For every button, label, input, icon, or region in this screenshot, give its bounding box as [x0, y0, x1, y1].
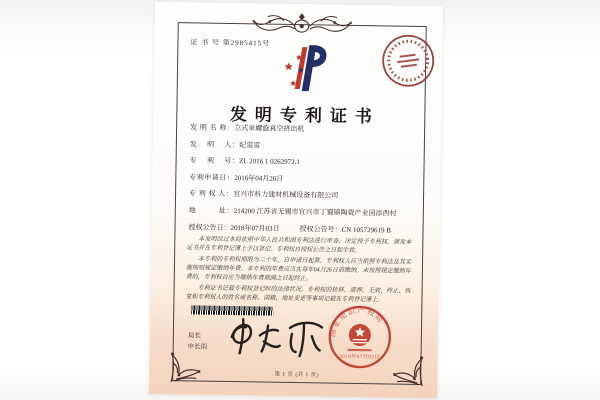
director-signature	[223, 315, 328, 365]
director-title: 局长	[187, 332, 201, 340]
field-list	[189, 124, 417, 227]
certificate-number: 证 书 号 第2985415号	[190, 38, 271, 48]
seal-date: 2018年07月03日	[339, 354, 380, 361]
legal-text	[185, 235, 411, 308]
field-inventor: 发 明 人：纪雷雷	[189, 139, 261, 149]
legal-paragraph: 本发明经过本局依照中华人民共和国专利法进行审查，决定授予专利权，颁发本证书并在专利登记簿上予以登记。专利权自授权公告之日起生效。	[186, 236, 412, 255]
seal-ring-text: 国家知识产权局	[327, 305, 386, 338]
legal-paragraph: 专利证书记载专利权登记时的法律状况。专利权的转移、质押、无效、终止、恢复和专利权人的姓名或名称、国籍、地址变更等事项记载在专利登记簿上。	[185, 285, 411, 304]
field-invention-name: 发 明 名 称：立式单螺旋真空挤出机	[190, 123, 305, 134]
field-patentee: 专 利 权 人：宜兴市科力建材机械设备有限公司	[189, 189, 339, 200]
field-filing-date: 专利申请日：2016年04月26日	[189, 172, 284, 183]
director-block	[188, 330, 208, 352]
top-lace-ornament-icon	[250, 12, 355, 40]
director-name: 申长雨	[187, 343, 208, 351]
patent-office-logo-icon	[279, 42, 328, 95]
corner-flourish-icon	[393, 355, 423, 387]
certificate-frame	[172, 22, 427, 385]
patent-certificate	[149, 2, 443, 398]
corner-flourish-icon	[170, 351, 200, 383]
legal-paragraph: 本专利的专利权期限为二十年，自申请日起算。专利权人应当依照专利法及其实施细则规定缴纳年费。本专利的年费应当在每年04月26日前缴纳。未按照规定缴纳年费的，专利权自应当缴纳年费期满之日起终止。	[185, 256, 412, 283]
field-address: 地 址：214200 江苏省无锡市宜兴市丁蜀镇陶瓷产业园添西村	[188, 205, 397, 218]
grant-announcement-line: 授权公告日：2018年07月03日 授权公告号：CN 105729619 B	[188, 223, 392, 235]
certificate-title: 发明专利证书	[229, 104, 380, 127]
agency-stamp-icon	[376, 28, 441, 93]
page-number: 第 1 页 (共 1 页)	[274, 371, 320, 379]
official-seal	[325, 302, 394, 371]
field-patent-number: 专 利 号：ZL 2016 1 0262972.1	[189, 156, 300, 167]
